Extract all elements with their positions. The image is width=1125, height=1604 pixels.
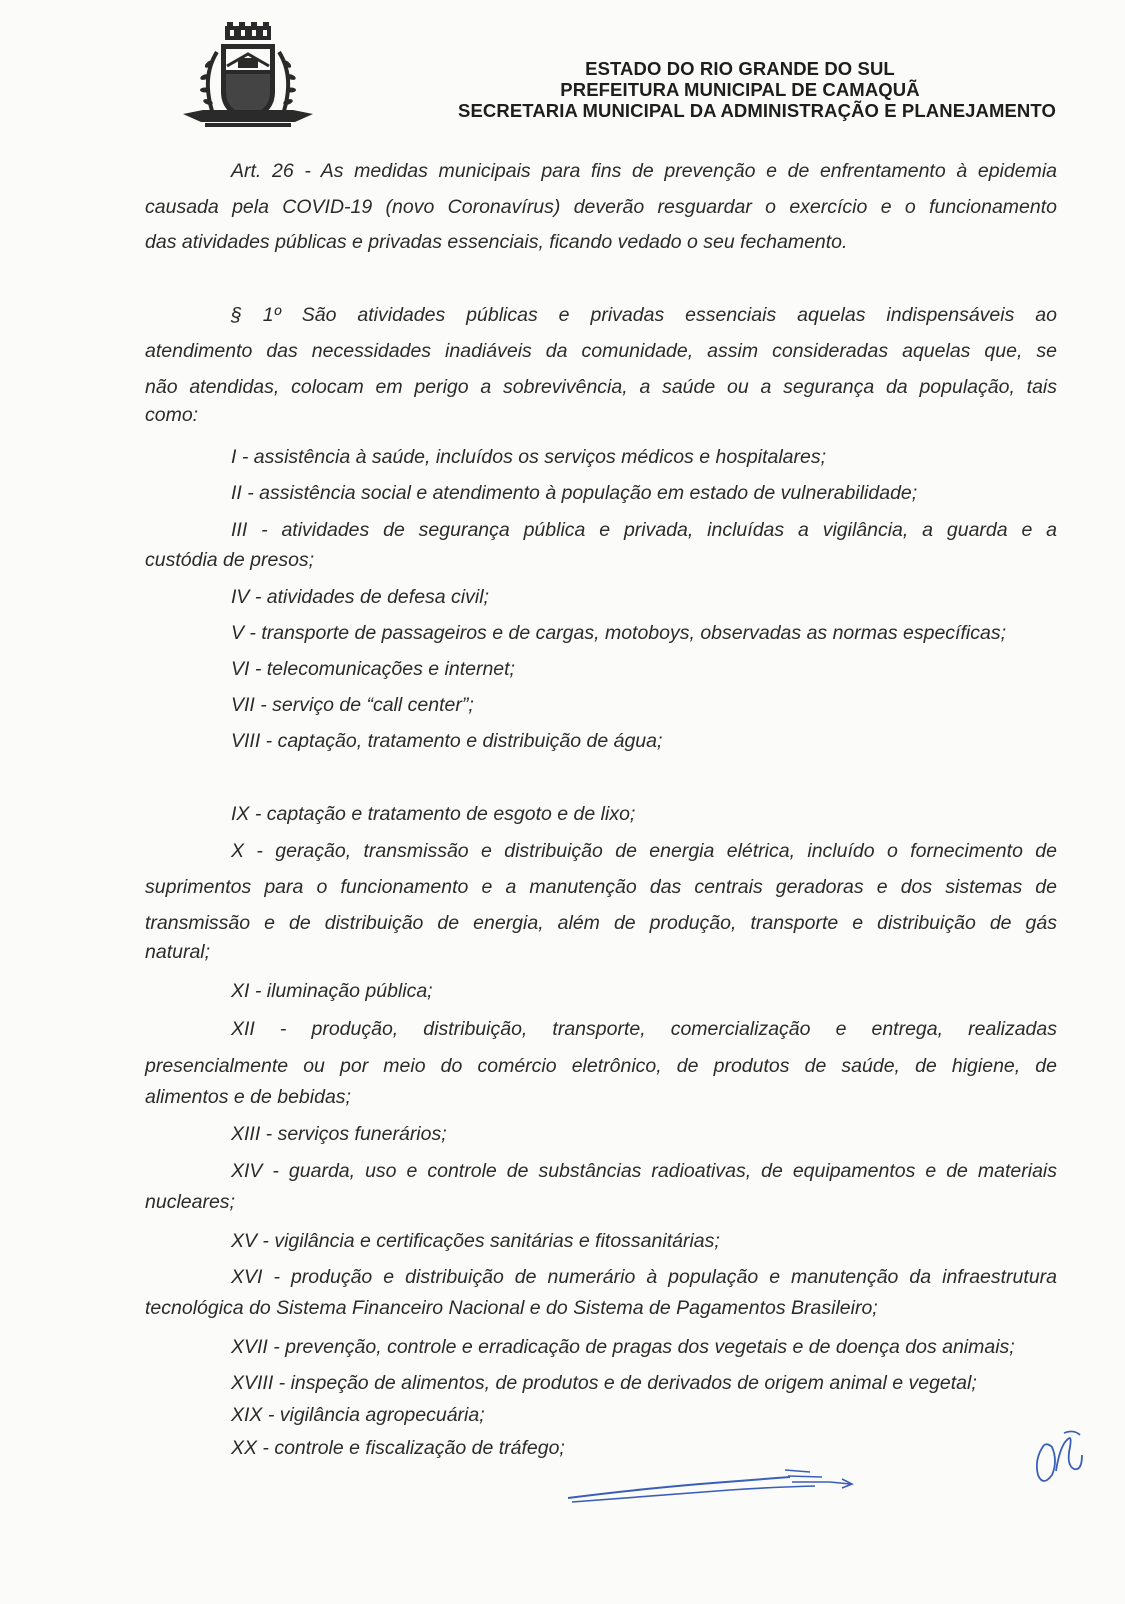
item-xv: XV - vigilância e certificações sanitárias e fitossanitárias; [231, 1230, 720, 1252]
item-xiii: XIII - serviços funerários; [231, 1123, 447, 1145]
par1-line-2: atendimento das necessidades inadiáveis da comunidade, assim consideradas aquelas que, se [145, 340, 1057, 362]
letterhead [0, 0, 1125, 140]
header-state: ESTADO DO RIO GRANDE DO SUL [585, 58, 895, 79]
item-xii-line-1: XII - produção, distribuição, transporte, comercialização e entrega, realizadas [231, 1018, 1057, 1040]
item-xi: XI - iluminação pública; [231, 980, 433, 1002]
item-iii-line-1: III - atividades de segurança pública e privada, incluídas a vigilância, a guarda e a [231, 519, 1057, 541]
par1-line-4: como: [145, 404, 199, 426]
item-xvi-line-2: tecnológica do Sistema Financeiro Nacional e do Sistema de Pagamentos Brasileiro; [145, 1297, 878, 1319]
art26-line-3: das atividades públicas e privadas essenciais, ficando vedado o seu fechamento. [145, 231, 848, 253]
item-ii: II - assistência social e atendimento à população em estado de vulnerabilidade; [231, 482, 918, 504]
item-xiv-line-2: nucleares; [145, 1191, 235, 1213]
art26-line-2: causada pela COVID-19 (novo Coronavírus) deverão resguardar o exercício e o funcionamento [145, 196, 1057, 218]
item-xix: XIX - vigilância agropecuária; [231, 1404, 485, 1426]
item-x-line-3: transmissão e de distribuição de energia, além de produção, transporte e distribuição de gás [145, 912, 1057, 934]
item-xii-line-2: presencialmente ou por meio do comércio eletrônico, de produtos de saúde, de higiene, de [145, 1055, 1057, 1077]
item-ix: IX - captação e tratamento de esgoto e de lixo; [231, 803, 636, 825]
signature-flourish-icon [560, 1462, 860, 1508]
item-xx: XX - controle e fiscalização de tráfego; [231, 1437, 565, 1459]
art26-line-1: Art. 26 - As medidas municipais para fins de prevenção e de enfrentamento à epidemia [231, 160, 1057, 182]
initials-icon [1030, 1425, 1088, 1495]
item-xvi-line-1: XVI - produção e distribuição de numerário à população e manutenção da infraestrutura [231, 1266, 1057, 1288]
item-x-line-1: X - geração, transmissão e distribuição de energia elétrica, incluído o fornecimento de [231, 840, 1057, 862]
item-xvii: XVII - prevenção, controle e erradicação de pragas dos vegetais e de doença dos animais; [231, 1336, 1015, 1358]
item-xii-line-3: alimentos e de bebidas; [145, 1086, 351, 1108]
item-x-line-4: natural; [145, 941, 211, 963]
item-viii: VIII - captação, tratamento e distribuição de água; [231, 730, 663, 752]
par1-line-1: § 1º São atividades públicas e privadas essenciais aquelas indispensáveis ao [231, 304, 1057, 326]
item-x-line-2: suprimentos para o funcionamento e a manutenção das centrais geradoras e dos sistemas de [145, 876, 1057, 898]
header-secretariat: SECRETARIA MUNICIPAL DA ADMINISTRAÇÃO E PLANEJAMENTO [458, 100, 1056, 121]
item-xiv-line-1: XIV - guarda, uso e controle de substâncias radioativas, de equipamentos e de materiais [231, 1160, 1057, 1182]
coat-of-arms-icon [183, 22, 313, 134]
item-xviii: XVIII - inspeção de alimentos, de produtos e de derivados de origem animal e vegetal; [231, 1372, 977, 1394]
letterhead-text [370, 58, 1110, 121]
item-v: V - transporte de passageiros e de cargas, motoboys, observadas as normas específicas; [231, 622, 1006, 644]
item-iii-line-2: custódia de presos; [145, 549, 315, 571]
item-i: I - assistência à saúde, incluídos os serviços médicos e hospitalares; [231, 446, 827, 468]
item-vi: VI - telecomunicações e internet; [231, 658, 515, 680]
item-iv: IV - atividades de defesa civil; [231, 586, 489, 608]
header-prefecture: PREFEITURA MUNICIPAL DE CAMAQUÃ [560, 79, 920, 100]
item-vii: VII - serviço de “call center”; [231, 694, 474, 716]
par1-line-3: não atendidas, colocam em perigo a sobrevivência, a saúde ou a segurança da população, tais [145, 376, 1057, 398]
